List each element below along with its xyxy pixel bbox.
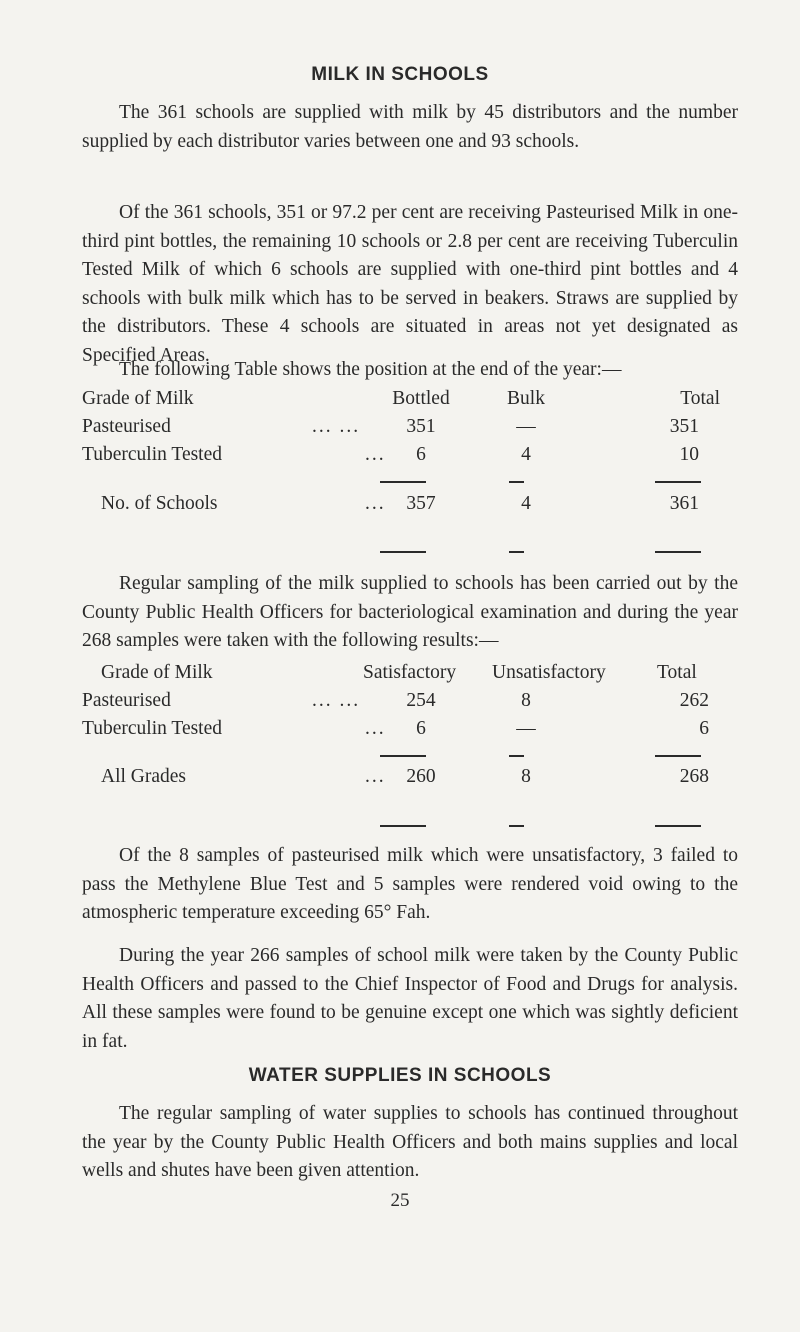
milk-paragraph-3: The following Table shows the position at the end of the year:— — [119, 359, 622, 380]
table-total-row — [82, 490, 742, 518]
leader-dots: ... ... — [312, 690, 361, 711]
table-rule — [380, 755, 426, 757]
table-header-row — [82, 659, 742, 687]
cell-total: 351 — [669, 416, 699, 437]
cell-satisfactory: 6 — [416, 718, 426, 739]
row-label: No. of Schools — [101, 493, 218, 514]
table-header-row — [82, 385, 742, 413]
table-rule — [509, 825, 524, 827]
row-label: Pasteurised — [82, 690, 171, 711]
milk-paragraph-6: During the year 266 samples of school milk were taken by the County Public Health Officers and passed to the Chief Inspector of Food and Drugs for analysis. All these samples were found to be genuine except one which was sightly deficient in fat. — [82, 945, 738, 1052]
column-header-bottled: Bottled — [392, 388, 450, 409]
milk-paragraph-5: Of the 8 samples of pasteurised milk which were unsatisfactory, 3 failed to pass the Methylene Blue Test and 5 samples were rendered void owing to the atmospheric temperature exceeding 65° Fah. — [82, 845, 738, 923]
column-header-total: Total — [680, 388, 720, 409]
cell-bulk: 4 — [521, 444, 531, 465]
table-row — [82, 413, 742, 441]
cell-bulk: 4 — [521, 493, 531, 514]
cell-satisfactory: 260 — [406, 766, 436, 787]
row-label: All Grades — [101, 766, 187, 787]
cell-total: 262 — [679, 690, 709, 711]
table-row — [82, 441, 742, 469]
milk-paragraph-4: Regular sampling of the milk supplied to schools has been carried out by the County Public Health Officers for bacteriological examination and during the year 268 samples were taken with the following results:— — [82, 573, 738, 651]
cell-bottled: 357 — [406, 493, 436, 514]
cell-bottled: 6 — [416, 444, 426, 465]
table-rule — [655, 551, 701, 553]
leader-dots: ... — [365, 444, 386, 465]
milk-paragraph-1: The 361 schools are supplied with milk by 45 distributors and the number supplied by each distributor varies between one and 93 schools. — [82, 102, 738, 152]
row-label: Pasteurised — [82, 416, 171, 437]
water-section-heading: WATER SUPPLIES IN SCHOOLS — [248, 1065, 552, 1086]
page-number: 25 — [390, 1190, 410, 1211]
table-rule — [509, 481, 524, 483]
table-row — [82, 687, 742, 715]
table-rule — [380, 481, 426, 483]
table-rule — [380, 551, 426, 553]
row-label: Tuberculin Tested — [82, 444, 223, 465]
column-header-grade: Grade of Milk — [82, 388, 194, 409]
table-rule — [655, 825, 701, 827]
cell-unsatisfactory: 8 — [521, 766, 531, 787]
leader-dots: ... — [365, 766, 386, 787]
milk-paragraph-2: Of the 361 schools, 351 or 97.2 per cent are receiving Pasteurised Milk in one-third pint bottles, the remaining 10 schools or 2.8 per cent are receiving Tuberculin Tested Milk of which 6 schools are supplied with one-third pint bottles and 4 schools with bulk milk which has to be served in beakers. Straws are supplied by the distributors. These 4 schools are situated in areas not yet designated as Specified Areas. — [82, 202, 738, 366]
cell-total: 6 — [699, 718, 709, 739]
cell-unsatisfactory: — — [516, 718, 536, 739]
leader-dots: ... — [365, 718, 386, 739]
milk-section-heading: MILK IN SCHOOLS — [311, 64, 489, 85]
cell-total: 10 — [679, 444, 699, 465]
table-rule — [655, 481, 701, 483]
column-header-total: Total — [657, 662, 697, 683]
table-rule — [509, 551, 524, 553]
cell-total: 268 — [679, 766, 709, 787]
table-total-row — [82, 763, 742, 791]
table-rule — [380, 825, 426, 827]
table-row — [82, 715, 742, 743]
leader-dots: ... ... — [312, 416, 361, 437]
cell-bulk: — — [516, 416, 536, 437]
row-label: Tuberculin Tested — [82, 718, 223, 739]
column-header-bulk: Bulk — [507, 388, 545, 409]
table-rule — [655, 755, 701, 757]
cell-total: 361 — [669, 493, 699, 514]
cell-unsatisfactory: 8 — [521, 690, 531, 711]
cell-bottled: 351 — [406, 416, 436, 437]
leader-dots: ... — [365, 493, 386, 514]
water-paragraph-1: The regular sampling of water supplies to schools has continued throughout the year by the County Public Health Officers and both mains supplies and local wells and shutes have been given attention. — [82, 1103, 738, 1181]
column-header-satisfactory: Satisfactory — [363, 662, 457, 683]
column-header-unsatisfactory: Unsatisfactory — [492, 662, 606, 683]
table-rule — [509, 755, 524, 757]
cell-satisfactory: 254 — [406, 690, 436, 711]
column-header-grade: Grade of Milk — [101, 662, 213, 683]
